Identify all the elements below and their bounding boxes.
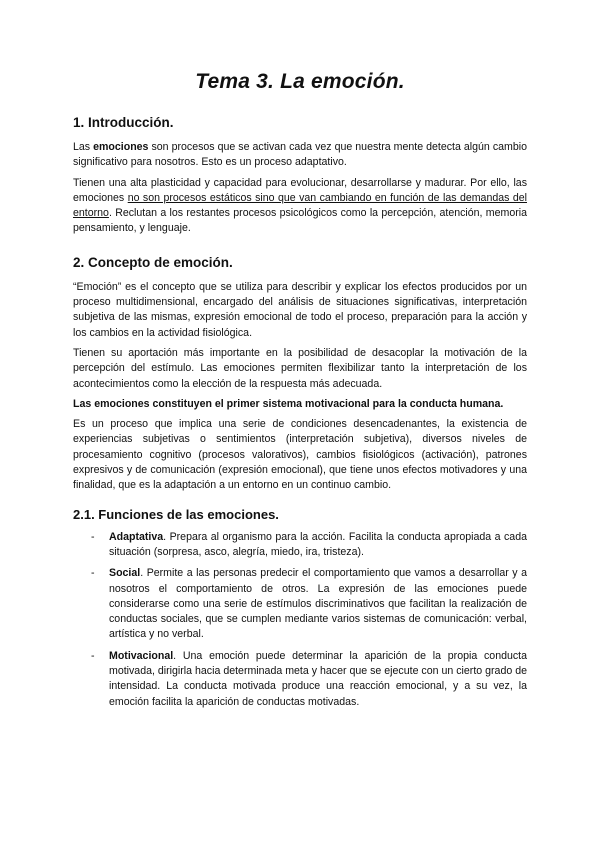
document-page bbox=[73, 70, 527, 716]
intro-p1-pre: Las bbox=[73, 141, 94, 153]
list-item-adaptativa bbox=[73, 530, 527, 561]
list-item-social bbox=[73, 566, 527, 642]
list-item-text: . Prepara al organismo para la acción. Facilita la conducta apropiada a cada situación (sorpresa, asco, alegría, miedo, ira, tristeza). bbox=[109, 530, 527, 558]
intro-p1-post: son procesos que se activan cada vez que nuestra mente detecta algún cambio significativo para nosotros. Esto es un proceso adaptativo. bbox=[73, 141, 527, 169]
list-item-term: Social bbox=[109, 567, 141, 580]
concept-paragraph-1: “Emoción” es el concepto que se utiliza para describir y explicar los efectos producidos por un proceso multidimensional, encargado del análisis de situaciones significativas, interpretación subjetiva de las mismas, expresión emocional de todo el proceso, preparación para la acción y los cambios en la actividad fisiológica. bbox=[73, 280, 527, 339]
list-bullet-dash: - bbox=[91, 649, 95, 662]
document-title: Tema 3. La emoción. bbox=[195, 70, 405, 93]
list-item-text: . Permite a las personas predecir el comportamiento que vamos a desarrollar y a nosotros el comportamiento de otros. La expresión de las emociones puede considerarse como una serie de estímulos discriminativos que facilitan la realización de conductas sociales, que se cumplen mediante varios sistemas de comunicación: verbal, artística y no verbal. bbox=[109, 567, 527, 641]
list-item-motivacional bbox=[73, 649, 527, 710]
intro-p2-pre: Tienen una alta plasticidad y capacidad para evolucionar, desarrollarse y madurar. Por ello, las emociones bbox=[73, 176, 527, 204]
concept-paragraph-4: Es un proceso que implica una serie de condiciones desencadenantes, la existencia de experiencias subjetivas o sentimientos (interpretación subjetiva), diversos niveles de procesamiento cognitivo (procesos valorativos), cambios fisiológicos (activación), patrones expresivos y de comunicación (expresión emocional), que tiene unos efectos motivadores y una finalidad, que es la adaptación a un entorno en un continuo cambio. bbox=[73, 418, 527, 492]
heading-concepto: 2. Concepto de emoción. bbox=[73, 254, 233, 270]
intro-p2-underlined: no son procesos estáticos sino que van cambiando en función de las demandas del entorno bbox=[73, 191, 527, 220]
list-bullet-dash: - bbox=[91, 530, 95, 543]
heading-funciones: 2.1. Funciones de las emociones. bbox=[73, 506, 279, 522]
heading-introduccion: 1. Introducción. bbox=[73, 115, 174, 130]
list-item-term: Motivacional bbox=[109, 649, 174, 662]
functions-list bbox=[73, 530, 527, 710]
intro-p2-post: . Reclutan a los restantes procesos psicológicos como la percepción, atención, memoria pensamiento, y lenguaje. bbox=[73, 207, 527, 235]
concept-paragraph-3-bold: Las emociones constituyen el primer sistema motivacional para la conducta humana. bbox=[73, 397, 504, 410]
intro-p1-bold-term: emociones bbox=[93, 141, 149, 153]
list-item-text: . Una emoción puede determinar la aparición de la propia conducta motivada, dirigirla hacia determinada meta y hacer que se ejecute con un cierto grado de intensidad. La conducta motivada produce una reacción emocional, y a su vez, la emoción facilita la aparición de conductas motivadas. bbox=[109, 649, 527, 708]
intro-paragraph-2 bbox=[73, 176, 527, 237]
list-bullet-dash: - bbox=[91, 567, 95, 580]
concept-paragraph-2: Tienen su aportación más importante en la posibilidad de desacoplar la motivación de la percepción del estímulo. Las emociones permiten flexibilizar tanto la interpretación de los acontecimientos como la elección de la respuesta más adecuada. bbox=[73, 346, 527, 390]
list-item-term: Adaptativa bbox=[109, 530, 164, 543]
intro-paragraph-1 bbox=[73, 140, 527, 171]
